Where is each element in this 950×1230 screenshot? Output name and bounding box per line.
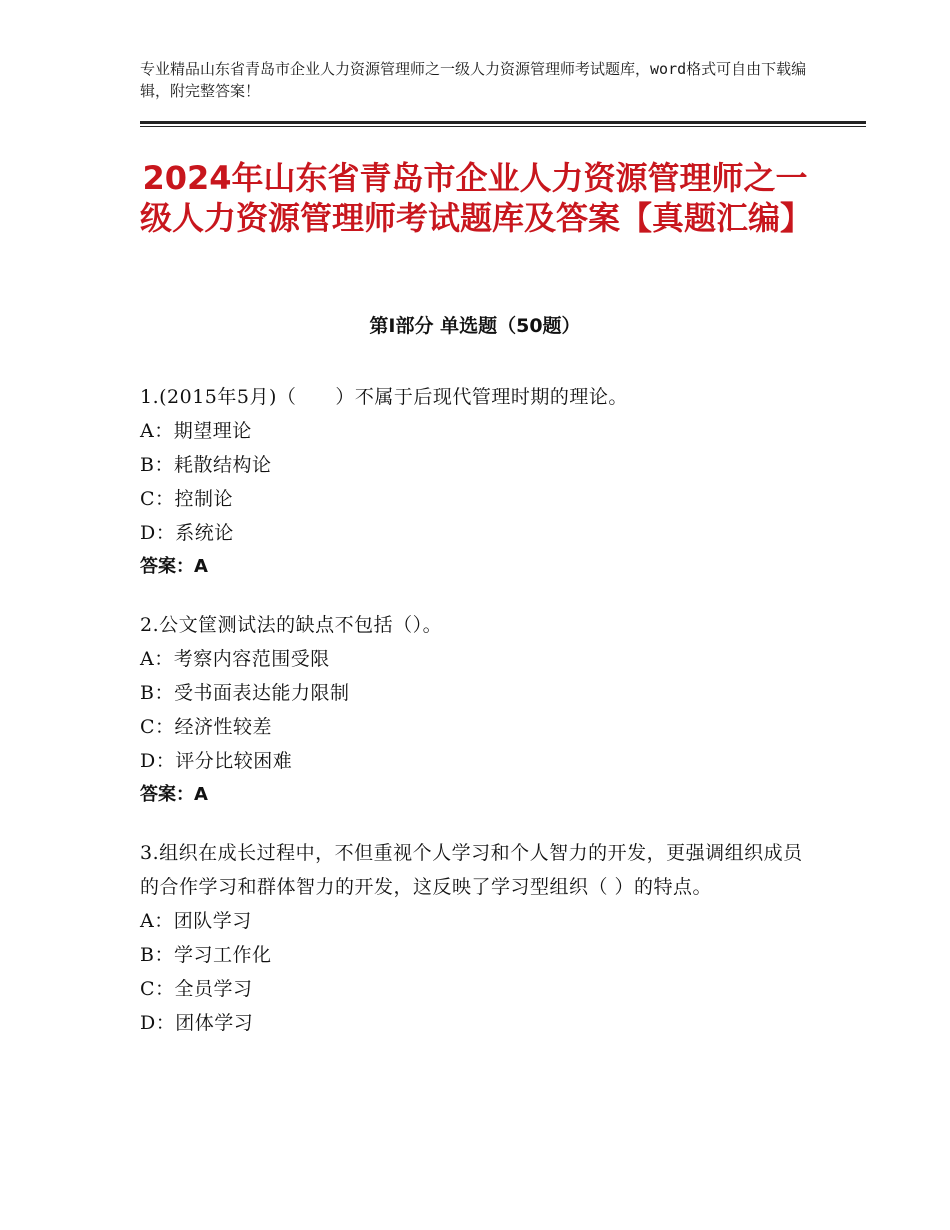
option-c: C：控制论: [140, 488, 234, 510]
option-b: B：学习工作化: [140, 944, 272, 966]
option-b: B：耗散结构论: [140, 454, 272, 476]
question-3: [140, 836, 810, 1040]
question-stem: 2.公文筐测试法的缺点不包括（）。: [140, 614, 443, 636]
option-d: D：评分比较困难: [140, 750, 293, 772]
option-d: D：系统论: [140, 522, 234, 544]
option-c: C：全员学习: [140, 978, 253, 1000]
option-a: A：期望理论: [140, 420, 252, 442]
question-2: [140, 608, 810, 812]
document-title: 2024年山东省青岛市企业人力资源管理师之一级人力资源管理师考试题库及答案【真题汇编】: [140, 159, 813, 237]
header-rule-thick: [140, 121, 866, 124]
question-1: [140, 380, 810, 584]
question-stem: 3.组织在成长过程中，不但重视个人学习和个人智力的开发，更强调组织成员的合作学习和群体智力的开发，这反映了学习型组织（ ）的特点。: [140, 842, 803, 898]
option-c: C：经济性较差: [140, 716, 273, 738]
section-title: 第Ⅰ部分 单选题（50题）: [369, 315, 581, 337]
header-rule-thin: [140, 126, 866, 127]
answer: 答案：A: [140, 784, 208, 805]
answer: 答案：A: [140, 556, 208, 577]
option-a: A：团队学习: [140, 910, 252, 932]
header-note: 专业精品山东省青岛市企业人力资源管理师之一级人力资源管理师考试题库，word格式可自由下载编辑，附完整答案！: [140, 60, 807, 100]
option-b: B：受书面表达能力限制: [140, 682, 350, 704]
option-a: A：考察内容范围受限: [140, 648, 330, 670]
question-list: [140, 380, 810, 1064]
option-d: D：团体学习: [140, 1012, 254, 1034]
question-stem: 1.(2015年5月)（ ）不属于后现代管理时期的理论。: [140, 386, 628, 408]
